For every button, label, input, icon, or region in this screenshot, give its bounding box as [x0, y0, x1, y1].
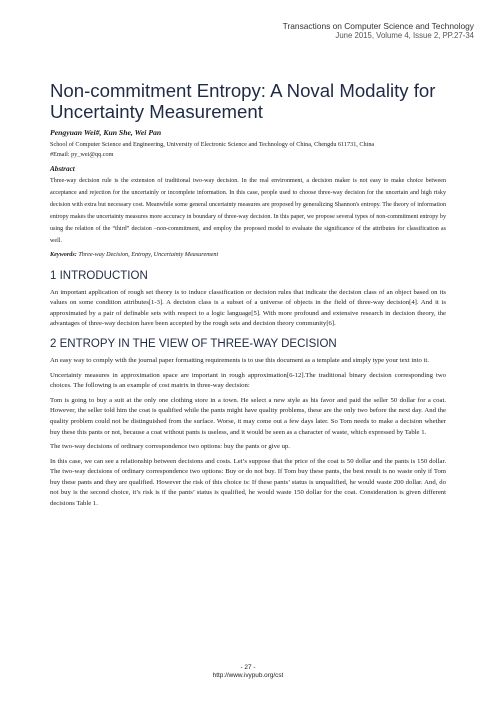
body-paragraph: An easy way to comply with the journal paper formatting requirements is to use this document as a template and simply type your text into it.	[50, 356, 429, 364]
paper-title: Non-commitment Entropy: A Noval Modality for Uncertainty Measurement	[50, 80, 436, 122]
keywords-label: Keywords:	[50, 250, 77, 258]
section-heading-entropy: 2 ENTROPY IN THE VIEW OF THREE-WAY DECISION	[50, 337, 337, 350]
body-paragraph: Tom is going to buy a suit at the only one clothing store in a town. He select a new style as his favor and paid the seller 50 dollar for a coat. However, the seller told him the coat is qualified while the pants might have quality problems, these are the only two before the next day. And the quality problem could not be distinguished from the surface. Worse, it may come out a few days later. So Tom needs to make a decision whether buy these this pants or not, because a coat without pants is useless, and it would be seen as a character of waste, which expressed by Table 1.	[50, 396, 446, 436]
keywords-list: Three-way Decision, Entropy, Uncertainty Measurement	[78, 250, 219, 258]
paper-authors: Pengyuan Wei#, Kun She, Wei Pan	[50, 128, 162, 137]
journal-name: Transactions on Computer Science and Technology	[282, 21, 474, 31]
journal-header	[283, 21, 474, 41]
page-number: - 27 -	[240, 664, 256, 671]
body-paragraph: In this case, we can see a relationship between decisions and costs. Let’s suppose that the price of the coat is 50 dollar and the pants is 150 dollar. The two-way decisions of ordinary correspondence two options: Buy or do not buy. If Tom buy these pants, the best result is no waste only if Tom buy these pants and they are qualified. However the risk of this choice is: If these pants’ status is unqualified, he would waste 200 dollar. And, do not buy is the second choice, it’s risk is if the pants’ status is qualified, he would waste 150 dollar for the coat. Consideration is given different decisions Table 1.	[50, 457, 446, 508]
body-paragraph: Uncertainty measures in approximation space are important in rough approximation[6-12].The traditional binary decision corresponding two choices. The following is an example of cost matrix in three-way decision:	[50, 371, 446, 390]
section-heading-introduction: 1 INTRODUCTION	[50, 269, 148, 282]
contact-email: #Email: py_wei@qq.com	[50, 150, 114, 158]
body-paragraph: The two-way decisions of ordinary correspondence two options: buy the pants or give up.	[50, 443, 290, 451]
abstract-text: Three-way decision rule is the extension of traditional two-way decision. In the real environment, a decision maker is not easy to make choice between acceptance and rejection for the uncertainly or incomplete information. In this case, people used to choose three-way decision for the uncertain and high risky decision with extra but necessary cost. Meanwhile some general uncertainty measures are proposed by generalizing Shannon's entropy. The theory of information entropy makes the uncertainty measures more accuracy in boundary of three-way decision. In this paper, we propose several types of non-commitment entropy by using the relation of the “third” decision –non-commitment, and employ the proposed model to evaluate the significance of the attributes for classification as well.	[50, 178, 446, 245]
paper-content	[50, 80, 446, 514]
keywords	[50, 250, 446, 259]
journal-issue: June 2015, Volume 4, Issue 2, PP.27-34	[335, 31, 474, 40]
body-paragraph: An important application of rough set theory is to induce classification or decision rules that indicate the decision class of an object based on its values on some condition attributes[1-3]. A decision class is a subset of a universe of objects in the field of three-way decision[4]. And it is approximated by a pair of definable sets with respect to a logic language[5]. With more profound and extensive research in decision theory, the advantages of three-way decision have been accepted by the rough sets and decision theory community[6].	[50, 288, 446, 328]
affiliation: School of Computer Science and Engineering, University of Electronic Science and Technology of China, Chengdu 611731, China	[50, 141, 375, 148]
abstract-heading: Abstract	[50, 165, 75, 173]
journal-url[interactable]: http://www.ivypub.org/cst	[212, 672, 284, 679]
